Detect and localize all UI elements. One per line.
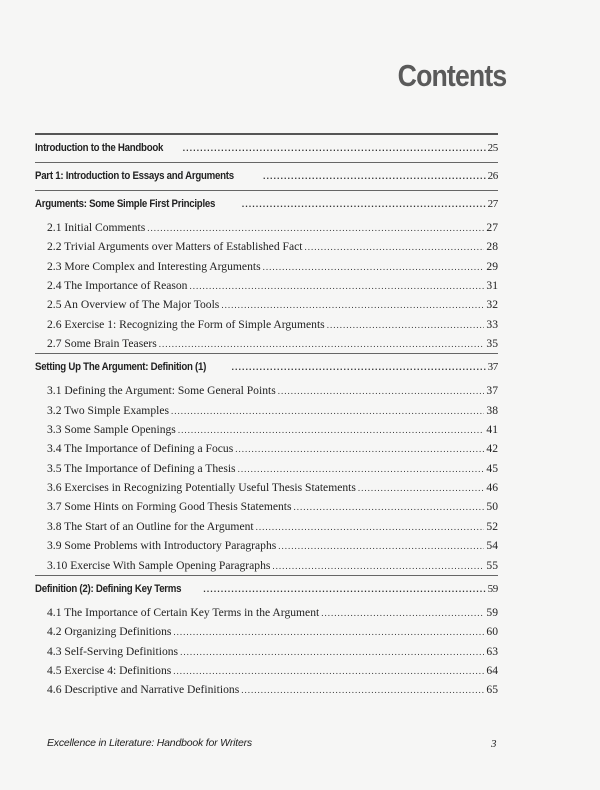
toc-entry [35,401,498,420]
toc-heading-page: 26 [487,170,498,182]
toc-entry [35,459,498,478]
toc-entry-label: 3.4 The Importance of Defining a Focus [47,442,234,456]
footer-book-title: Excellence in Literature: Handbook for Writers [47,737,252,749]
toc-entry-label: 3.8 The Start of an Outline for the Argument [47,519,254,533]
footer-page-number: 3 [491,738,497,750]
toc-heading-page: 37 [487,361,498,374]
toc-entry [35,257,498,276]
toc-entry [35,680,498,699]
toc-entry-label: 2.7 Some Brain Teasers [47,337,157,351]
leader-dots [256,518,485,536]
toc-entry-page: 41 [486,423,498,437]
toc-entry [35,642,498,661]
toc-entry-label: 2.4 The Importance of Reason [47,279,188,293]
toc-entry-label: 2.1 Initial Comments [47,221,146,234]
toc-entry-label: 3.2 Two Simple Examples [47,403,169,417]
toc-entry-page: 46 [486,481,498,495]
toc-section [35,353,498,574]
toc-entry-page: 50 [486,500,498,514]
leader-dots [278,382,485,400]
toc-heading-label: Arguments: Some Simple First Principles [35,198,216,210]
toc-entry [35,276,498,295]
toc-heading-page: 25 [487,142,498,154]
leader-dots [263,163,486,190]
toc-heading-label: Definition (2): Defining Key Terms [35,582,182,595]
toc-entry-page: 42 [486,442,498,456]
toc-entry-label: 3.1 Defining the Argument: Some General Points [47,384,276,398]
toc-entry-label: 2.2 Trivial Arguments over Matters of Established Fact [47,240,303,254]
toc-entry [35,420,498,439]
toc-entry [35,381,498,400]
table-of-contents [35,133,498,700]
toc-section-heading [35,191,498,218]
toc-entry-label: 3.9 Some Problems with Introductory Paragraphs [47,539,277,553]
toc-entry [35,661,498,680]
leader-dots [173,662,484,680]
toc-entry [35,622,498,641]
toc-entry [35,517,498,536]
leader-dots [221,296,484,314]
toc-entry [35,497,498,516]
toc-entry-page: 59 [486,605,498,619]
leader-dots [278,537,484,555]
leader-dots [321,604,484,622]
toc-entry-page: 28 [486,240,498,254]
toc-entry-page: 33 [486,317,498,331]
leader-dots [147,219,484,237]
toc-heading-label: Introduction to the Handbook [35,142,164,154]
leader-dots [183,135,486,162]
leader-dots [327,316,485,334]
leader-dots [180,643,484,661]
leader-dots [231,354,485,381]
toc-section-heading [35,354,498,381]
toc-entry-label: 4.1 The Importance of Certain Key Terms in the Argument [47,605,320,619]
toc-entry [35,315,498,334]
toc-heading-page: 59 [487,582,498,595]
leader-dots [272,557,484,575]
toc-entry-label: 4.3 Self-Serving Definitions [47,644,179,658]
toc-section [35,190,498,353]
toc-entry-label: 2.6 Exercise 1: Recognizing the Form of Simple Arguments [47,317,325,331]
toc-section [35,575,498,700]
leader-dots [178,421,485,439]
toc-entry-label: 3.5 The Importance of Defining a Thesis [47,461,236,475]
toc-entry-label: 3.7 Some Hints on Forming Good Thesis Statements [47,500,292,514]
toc-entry-page: 32 [486,298,498,312]
toc-entry-page: 27 [486,221,498,234]
toc-entry-page: 35 [486,337,498,351]
toc-entry [35,603,498,622]
toc-entry-label: 3.3 Some Sample Openings [47,423,176,437]
toc-entry-page: 63 [486,644,498,658]
toc-entry-page: 64 [486,663,498,677]
leader-dots [159,335,485,353]
toc-entry-page: 38 [486,403,498,417]
leader-dots [304,238,484,256]
toc-entry-page: 45 [486,461,498,475]
toc-entry [35,334,498,353]
toc-entry-page: 37 [486,384,498,398]
leader-dots [242,191,486,218]
toc-entry-page: 55 [486,558,498,572]
toc-section-heading [35,163,498,190]
toc-entry-page: 31 [486,279,498,293]
toc-section-heading [35,576,498,603]
toc-entry [35,556,498,575]
leader-dots [173,623,484,641]
toc-entry [35,295,498,314]
leader-dots [263,258,485,276]
toc-entry-label: 4.6 Descriptive and Narrative Definitions [47,683,240,697]
toc-entry-page: 52 [486,519,498,533]
toc-entry-page: 65 [486,683,498,697]
toc-entry-label: 2.3 More Complex and Interesting Arguments [47,259,261,273]
toc-entry-label: 2.5 An Overview of The Major Tools [47,298,220,312]
leader-dots [171,402,484,420]
toc-entry-label: 3.6 Exercises in Recognizing Potentially Useful Thesis Statements [47,481,356,495]
toc-heading-page: 27 [487,198,498,210]
toc-entry-label: 4.5 Exercise 4: Definitions [47,663,172,677]
toc-entry-page: 54 [486,539,498,553]
toc-entry-page: 29 [486,259,498,273]
toc-entry-page: 60 [486,625,498,639]
toc-entry [35,536,498,555]
page-title: Contents [397,58,506,93]
toc-entry [35,439,498,458]
leader-dots [241,681,484,699]
leader-dots [235,440,484,458]
leader-dots [358,479,485,497]
toc-entry [35,218,498,237]
leader-dots [238,460,485,478]
toc-entry-label: 3.10 Exercise With Sample Opening Paragraphs [47,558,271,572]
toc-entry-label: 4.2 Organizing Definitions [47,625,172,639]
leader-dots [294,498,485,516]
toc-heading-label: Part 1: Introduction to Essays and Arguments [35,170,234,182]
leader-dots [203,576,485,603]
toc-section [35,162,498,190]
toc-section-heading [35,135,498,162]
leader-dots [189,277,484,295]
toc-entry [35,478,498,497]
toc-section [35,133,498,162]
toc-entry [35,237,498,256]
toc-heading-label: Setting Up The Argument: Definition (1) [35,361,207,374]
